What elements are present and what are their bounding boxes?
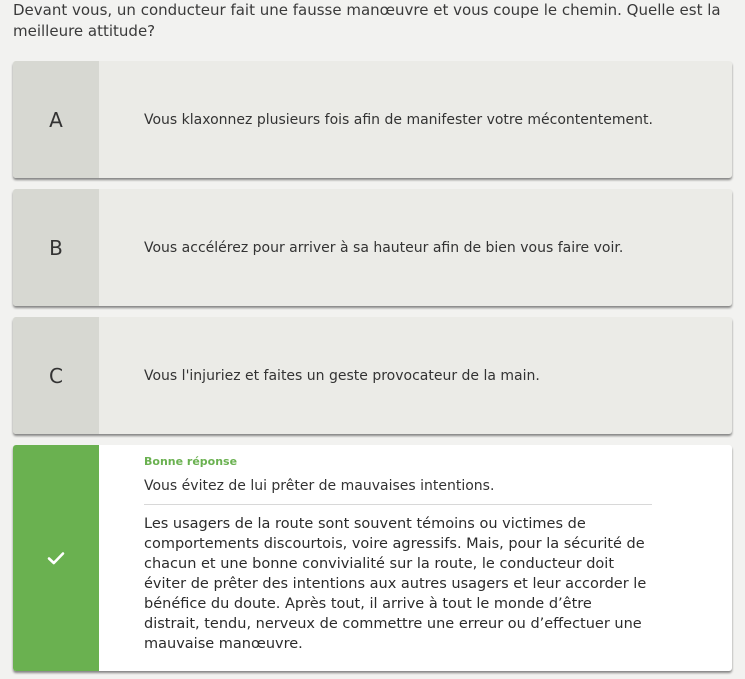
option-a[interactable] [13, 61, 732, 178]
answer-explanation: Les usagers de la route sont souvent témoins ou victimes de comportements discourtois, voire agressifs. Mais, pour la sécurité de chacun et une bonne convivialité sur la route, le conducteur doit éviter de prêter des intentions aux autres usagers et leur accorder le bénéfice du doute. Après tout, il arrive à tout le monde d’être distrait, tendu, nerveux de commettre une erreur ou d’effectuer une mauvaise manœuvre. [144, 516, 647, 652]
option-text: Vous klaxonnez plusieurs fois afin de manifester votre mécontentement. [144, 111, 653, 128]
good-answer-label: Bonne réponse [144, 455, 238, 468]
option-letter: B [13, 189, 99, 306]
option-c[interactable] [13, 317, 732, 434]
answer-body [99, 445, 732, 671]
option-letter: C [13, 317, 99, 434]
option-text: Vous l'injuriez et faites un geste provocateur de la main. [144, 367, 540, 384]
check-icon [47, 551, 65, 565]
option-text: Vous accélérez pour arriver à sa hauteur afin de bien vous faire voir. [144, 239, 624, 256]
option-b[interactable] [13, 189, 732, 306]
correct-answer-card[interactable] [13, 445, 732, 671]
answer-text: Vous évitez de lui prêter de mauvaises intentions. [144, 477, 652, 505]
correct-marker [13, 445, 99, 671]
option-letter: A [13, 61, 99, 178]
question-text: Devant vous, un conducteur fait une fausse manœuvre et vous coupe le chemin. Quelle est la meilleure attitude? [13, 1, 721, 40]
